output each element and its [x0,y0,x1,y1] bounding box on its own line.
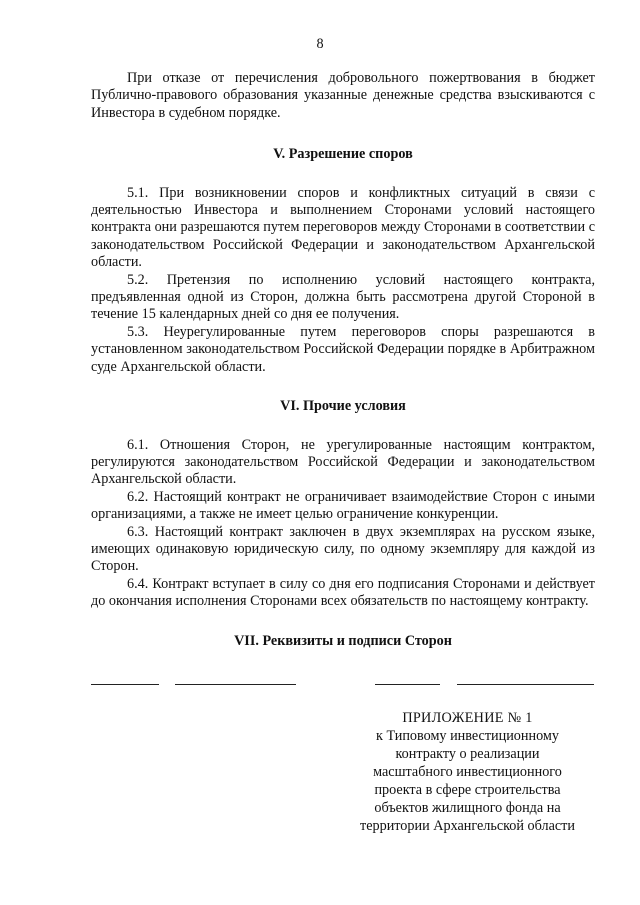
appendix-line: территории Архангельской области [360,818,575,834]
intro-paragraph: При отказе от перечисления добровольного пожертвования в бюджет Публично-правового образования указанные денежные средства взыскиваются с Инвестора в судебном порядке. [91,70,595,121]
signature-line-investor-date [91,684,159,685]
appendix-line: к Типовому инвестиционному [376,728,559,744]
signature-line-investor-name [175,684,296,685]
paragraph-5-2: 5.2. Претензия по исполнению условий настоящего контракта, предъявленная одной из Сторон, должна быть рассмотрена другой Стороной в течение 15 календарных дней со дня ее получения. [91,271,595,323]
section-7-title: VII. Реквизиты и подписи Сторон [234,632,452,649]
page-number: 8 [316,36,324,52]
appendix-line: объектов жилищного фонда на [374,800,561,816]
document-body [91,70,595,692]
paragraph-5-1: 5.1. При возникновении споров и конфликтных ситуаций в связи с деятельностью Инвестора и выполнением Сторонами условий настоящего контракта они разрешаются путем переговоров между Сторонами в соответствии с законодательством Российской Федерации и законодательством Архангельской области. [91,184,595,271]
section-5-title: V. Разрешение споров [273,146,413,163]
signature-line-region-date [375,684,440,685]
paragraph-6-3: 6.3. Настоящий контракт заключен в двух экземплярах на русском языке, имеющих одинаковую юридическую силу, по одному экземпляру для каждой из Сторон. [91,523,595,575]
appendix-line: контракту о реализации [395,746,540,762]
paragraph-5-3: 5.3. Неурегулированные путем переговоров споры разрешаются в установленном законодательством Российской Федерации порядке в Арбитражном суде Архангельской области. [91,323,595,375]
signature-lines [91,672,595,692]
appendix-title: ПРИЛОЖЕНИЕ № 1 [402,710,533,726]
paragraph-6-2: 6.2. Настоящий контракт не ограничивает взаимодействие Сторон с иными организациями, а также не имеет целью ограничение конкуренции. [91,488,595,523]
paragraph-6-1: 6.1. Отношения Сторон, не урегулированные настоящим контрактом, регулируются законодательством Российской Федерации и законодательством Архангельской области. [91,436,595,488]
paragraph-6-4: 6.4. Контракт вступает в силу со дня его подписания Сторонами и действует до окончания исполнения Сторонами всех обязательств по настоящему контракту. [91,575,595,610]
signature-line-region-name [457,684,594,685]
appendix-line: проекта в сфере строительства [374,782,561,798]
appendix-line: масштабного инвестиционного [373,764,562,780]
appendix-block [350,709,585,835]
section-6-title: VI. Прочие условия [280,398,406,415]
